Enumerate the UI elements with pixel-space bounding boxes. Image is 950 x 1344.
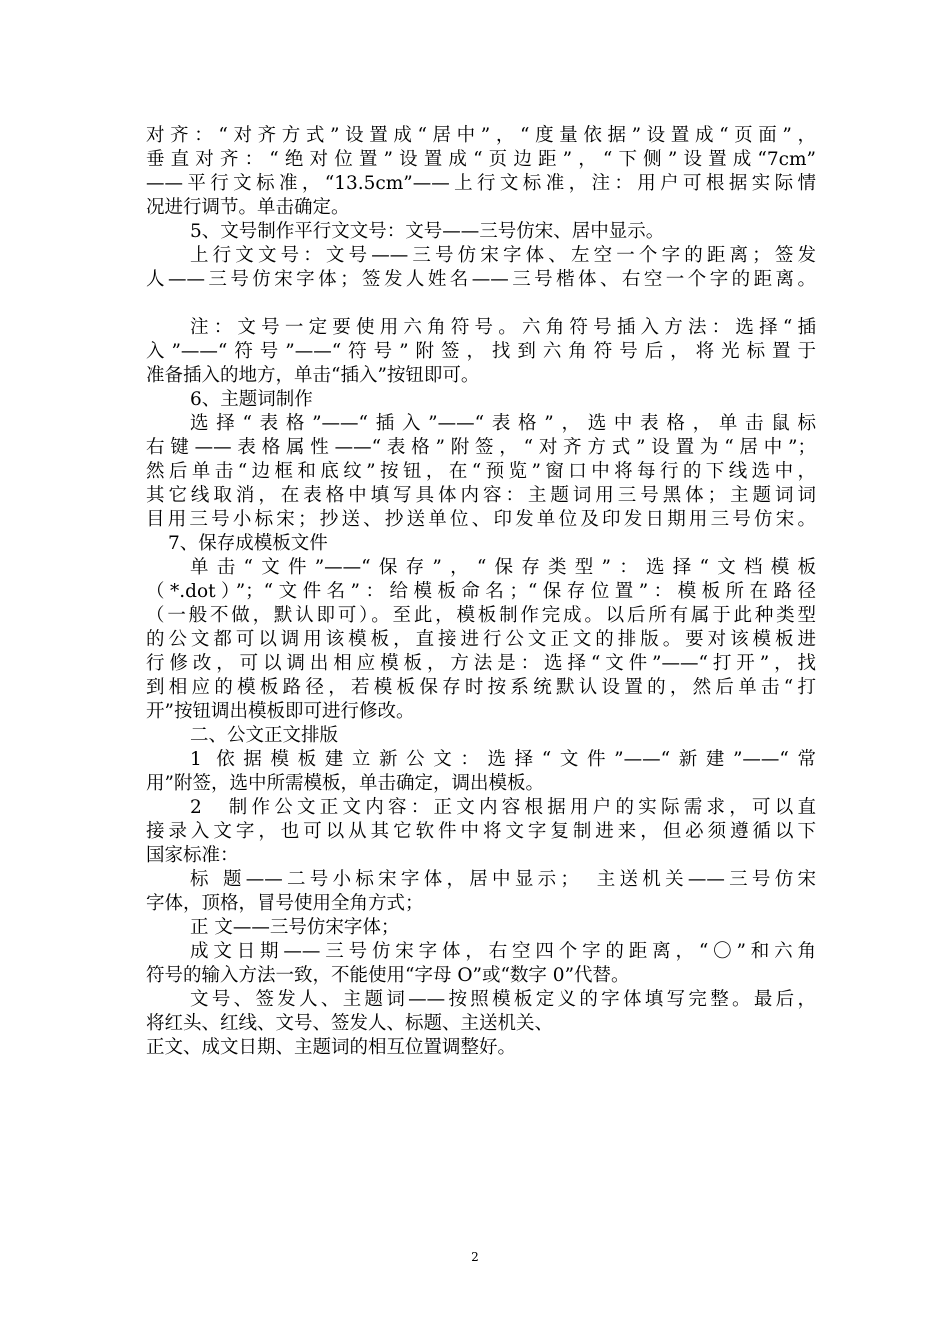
text-line: （*.dot）”；“文件名”：给模板命名；“保存位置”：模板所在路径 [146,581,816,602]
text-line: 目用三号小标宋；抄送、抄送单位、印发单位及印发日期用三号仿宋。 [146,509,816,530]
text-line: 入”——“符号”——“符号”附签，找到六角符号后，将光标置于 [146,341,816,362]
text-line: 文号、签发人、主题词——按照模板定义的字体填写完整。最后， [190,989,816,1010]
text-line: 其它线取消，在表格中填写具体内容：主题词用三号黑体；主题词词 [146,485,816,506]
text-line: 行修改，可以调出相应模板，方法是：选择“文件”——“打开”，找 [146,653,816,674]
text-line: 对齐：“对齐方式”设置成“居中”，“度量依据”设置成“页面”， [146,125,816,146]
text-line: 字体，顶格，冒号使用全角方式； [146,893,424,914]
text-line: 用”附签，选中所需模板，单击确定，调出模板。 [146,773,544,794]
text-line: 2 制作公文正文内容：正文内容根据用户的实际需求，可以直 [190,797,816,818]
text-line: 准备插入的地方，单击“插入”按钮即可。 [146,365,480,386]
text-line: 正 文——三号仿宋字体； [190,917,400,938]
text-line: 然后单击“边框和底纹”按钮，在“预览”窗口中将每行的下线选中， [146,461,816,482]
section-heading: 二、公文正文排版 [190,725,339,746]
text-line: 上行文文号：文号——三号仿宋字体、左空一个字的距离；签发 [190,245,816,266]
text-line: 况进行调节。单击确定。 [146,197,350,218]
text-line: 正文、成文日期、主题词的相互位置调整好。 [146,1037,517,1058]
document-body [146,124,816,1060]
text-line: 到相应的模板路径，若模板保存时按系统默认设置的，然后单击“打 [146,677,816,698]
text-line: 接录入文字，也可以从其它软件中将文字复制进来，但必须遵循以下 [146,821,816,842]
blank-line [146,292,816,316]
text-line: 成文日期——三号仿宋字体，右空四个字的距离，“〇”和六角 [190,941,816,962]
text-line: ——平行文标准，“13.5cm”——上行文标准，注：用户可根据实际情 [146,173,816,194]
text-line: （一般不做，默认即可）。至此，模板制作完成。以后所有属于此种类型 [146,605,816,626]
section-heading: 6、主题词制作 [190,389,313,410]
text-line: 5、文号制作平行文文号：文号——三号仿宋、居中显示。 [190,221,665,242]
text-line: 将红头、红线、文号、签发人、标题、主送机关、 [146,1013,554,1034]
text-line: 垂直对齐：“绝对位置”设置成“页边距”，“下侧”设置成“7cm” [146,149,816,170]
text-line: 标 题——二号小标宋字体，居中显示； 主送机关——三号仿宋 [190,869,816,890]
text-line: 开”按钮调出模板即可进行修改。 [146,701,415,722]
section-heading: 7、保存成模板文件 [168,533,328,554]
page-number: 2 [471,1250,479,1264]
text-line: 选择“表格”——“插入”——“表格”，选中表格，单击鼠标 [190,413,816,434]
text-line: 的公文都可以调用该模板，直接进行公文正文的排版。要对该模板进 [146,629,816,650]
text-line: 国家标准： [146,845,239,866]
text-line: 1 依据模板建立新公文：选择“文件”——“新建”——“常 [190,749,816,770]
text-line: 人——三号仿宋字体；签发人姓名——三号楷体、右空一个字的距离。 [146,269,816,290]
text-line: 右键——表格属性——“表格”附签，“对齐方式”设置为“居中”； [146,437,816,458]
text-line: 符号的输入方法一致，不能使用“字母 O”或“数字 0”代替。 [146,965,630,986]
text-line: 注：文号一定要使用六角符号。六角符号插入方法：选择“插 [190,317,816,338]
text-line: 单击“文件”——“保存”，“保存类型”：选择“文档模板 [190,557,816,578]
